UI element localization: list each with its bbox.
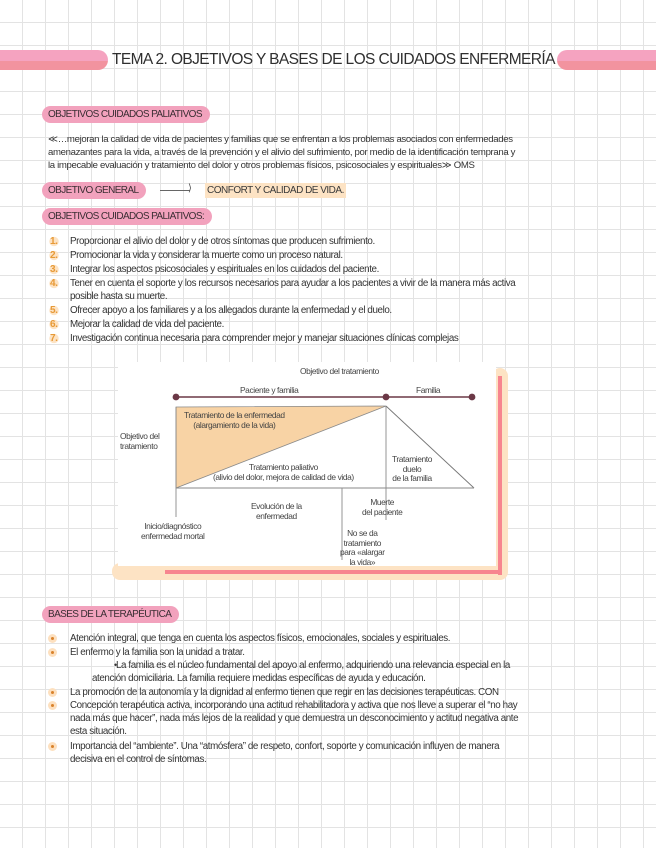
bullet-icon [48, 634, 57, 643]
arrow-right-icon: ⟩ [188, 183, 192, 194]
general-objective-value: CONFORT Y CALIDAD DE VIDA. [207, 185, 344, 196]
list-text: Integrar los aspectos psicosociales y espirituales en los cuidados del paciente. [70, 264, 379, 275]
bullet-icon [48, 648, 57, 657]
segment-label-patient-family: Paciente y familia [240, 385, 299, 395]
segment-label-family: Familia [416, 385, 441, 395]
side-label: Objetivo del tratamiento [120, 431, 160, 451]
page-title: TEMA 2. OBJETIVOS Y BASES DE LOS CUIDADOS ENFERMERÍA [112, 51, 555, 68]
section-heading-objetivos: OBJETIVOS CUIDADOS PALIATIVOS [42, 106, 210, 123]
list-text: Ofrecer apoyo a los familiares y a los allegados durante la enfermedad y el duelo. [70, 305, 392, 316]
palliative-label: Tratamiento paliativo (alivio del dolor, mejora de calidad de vida) [213, 462, 354, 482]
bullet-icon [48, 701, 57, 710]
list-text: Tener en cuenta el soporte y los recursos necesarios para ayudar a los pacientes a vivir de la manera más activa posible hasta su muerte. [70, 278, 516, 302]
definition-line: amenazantes para la vida, a través de la prevención y el alivio del sufrimiento, por medio de la identificación temprana y [48, 147, 516, 158]
list-number: 1. [50, 236, 58, 247]
grief-label: Tratamiento duelo de la familia [392, 454, 432, 483]
disease-treatment-label: Tratamiento de la enfermedad (alargamiento de la vida) [184, 410, 285, 430]
definition-line: la impecable evaluación y tratamiento del dolor y otros problemas físicos, psicosociales y espirituales≫ OMS [48, 160, 475, 171]
bullet-icon [48, 742, 57, 751]
list-number: 5. [50, 305, 58, 316]
list-text: Promocionar la vida y considerar la muerte como un proceso natural. [70, 250, 343, 261]
list-number: 2. [50, 250, 58, 261]
section-heading-bases: BASES DE LA TERAPÉUTICA [42, 606, 179, 623]
sub-bullet-icon: • [114, 660, 117, 670]
evolution-label: Evolución de la enfermedad [251, 501, 302, 521]
list-number: 7. [50, 333, 58, 344]
list-text: Proporcionar el alivio del dolor y de otros síntomas que producen sufrimiento. [70, 236, 375, 247]
list-text: Investigación continua necesaria para comprender mejor y manejar situaciones clínicas complejas [70, 333, 459, 344]
general-objective-label: OBJETIVO GENERAL [42, 182, 146, 199]
no-treatment-label: No se da tratamiento para «alargar la vida» [340, 528, 385, 567]
bullet-icon [48, 688, 57, 697]
definition-line: ≪…mejoran la calidad de vida de pacientes y familias que se enfrentan a los problemas asociados con enfermedades [48, 134, 513, 145]
list-text: Mejorar la calidad de vida del paciente. [70, 319, 224, 330]
list-number: 6. [50, 319, 58, 330]
diagram-title: Objetivo del tratamiento [300, 366, 379, 376]
start-label: Inicio/diagnóstico enfermedad mortal [141, 521, 205, 541]
list-number: 4. [50, 278, 58, 289]
list-number: 3. [50, 264, 58, 275]
death-label: Muerte del paciente [362, 497, 403, 517]
section-heading-objetivos-list: OBJETIVOS CUIDADOS PALIATIVOS: [42, 208, 212, 225]
